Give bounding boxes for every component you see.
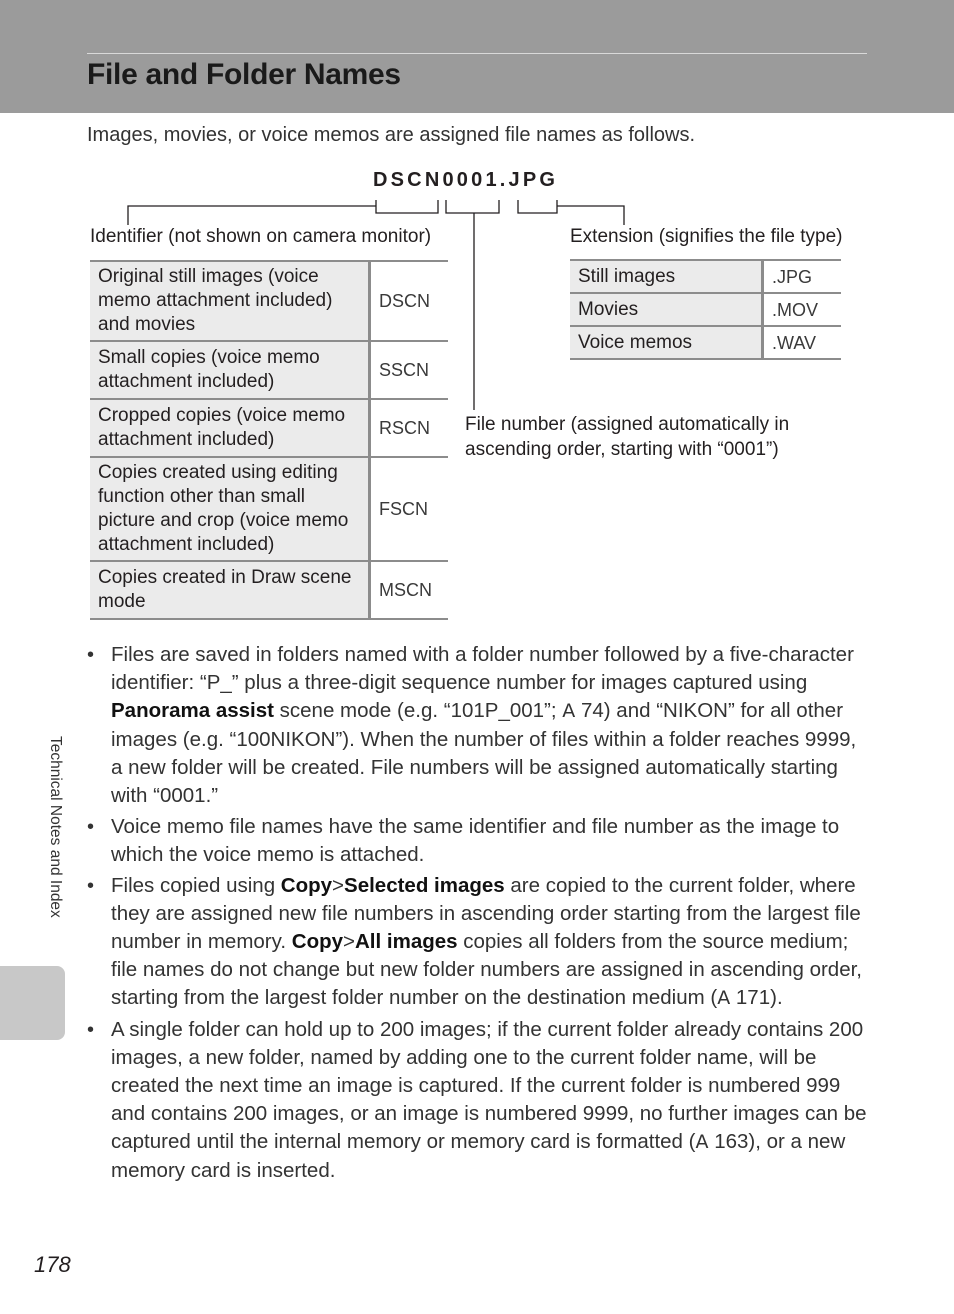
extension-leader (557, 206, 624, 225)
section-side-tab (0, 966, 65, 1040)
identifier-code: DSCN (370, 261, 449, 341)
table-row (90, 341, 448, 399)
list-item (87, 872, 867, 1013)
page-reference-icon: 𝖠 (717, 988, 731, 1009)
note-text: ). (770, 986, 783, 1009)
identifier-code: RSCN (370, 399, 449, 457)
list-item (87, 1016, 867, 1185)
extension-table (570, 259, 841, 360)
intro-text: Images, movies, or voice memos are assigned file names as follows. (87, 124, 696, 146)
identifier-code: FSCN (370, 457, 449, 561)
notes-list (87, 641, 867, 1188)
table-row (90, 561, 448, 619)
note-text: ), or a new memory card is inserted. (111, 1130, 846, 1182)
menu-term: All images (355, 930, 458, 953)
identifier-code: MSCN (370, 561, 449, 619)
identifier-bracket (376, 200, 438, 213)
list-item (87, 641, 867, 810)
table-row (90, 399, 448, 457)
note-text: are copied to the current folder, where they are assigned new file numbers in ascending order starting from the largest file number in memory. (111, 874, 861, 953)
note-text: Files copied using (111, 874, 281, 897)
menu-term: Copy (291, 930, 344, 953)
page-reference-number: 74 (580, 699, 604, 722)
section-side-label: Technical Notes and Index (47, 736, 64, 918)
note-text: Voice memo file names have the same identifier and file number as the image to which the voice memo is attached. (111, 815, 840, 866)
table-row (90, 261, 448, 341)
bullet: • (87, 644, 95, 666)
page-reference-icon: 𝖠 (562, 701, 576, 722)
identifier-code: SSCN (370, 341, 449, 399)
bullet: • (87, 816, 95, 838)
extension-desc: Voice memos (570, 326, 763, 359)
extension-desc: Still images (570, 260, 763, 293)
menu-separator: > (332, 874, 345, 897)
identifier-desc: Cropped copies (voice memo attachment included) (90, 399, 370, 457)
menu-term: Selected images (344, 874, 505, 897)
page-title: File and Folder Names (87, 58, 401, 91)
list-item (87, 813, 867, 869)
file-number-label: File number (assigned automatically in ascending order, starting with “0001”) (465, 414, 790, 460)
extension-desc: Movies (570, 293, 763, 326)
identifier-table (90, 260, 448, 620)
note-text: Files are saved in folders named with a folder number followed by a five-character identifier: “P_” plus a three-digit sequence number for images captured using (111, 643, 854, 694)
table-row (90, 457, 448, 561)
table-row (570, 260, 841, 293)
identifier-desc: Original still images (voice memo attachment included) and movies (90, 261, 370, 341)
identifier-desc: Small copies (voice memo attachment included) (90, 341, 370, 399)
identifier-leader (128, 206, 376, 225)
extension-code: .JPG (763, 260, 842, 293)
note-text: scene mode (e.g. “101P_001”; (273, 699, 563, 722)
extension-code: .WAV (763, 326, 842, 359)
bullet: • (87, 875, 95, 897)
note-text: copies all folders from the source medium; file names do not change but new folder numbers are assigned in ascending order, starting from the largest folder number on the destination medium ( (111, 930, 863, 1009)
bullet: • (87, 1019, 95, 1041)
note-text: A single folder can hold up to 200 images; if the current folder already contains 200 images, a new folder, named by adding one to the current folder name, will be created the next time an image is captured. If the current folder is numbered 999 and contains 200 images, or an image is numbered 9999, no further images can be captured until the internal memory or memory card is formatted ( (111, 1018, 867, 1153)
file-number-bracket (446, 200, 499, 213)
menu-term: Copy (280, 874, 333, 897)
identifier-desc: Copies created using editing function other than small picture and crop (voice memo attachment included) (90, 457, 370, 561)
table-row (570, 293, 841, 326)
menu-separator: > (343, 930, 355, 953)
identifier-desc: Copies created in Draw scene mode (90, 561, 370, 619)
page-reference-number: 171 (735, 986, 771, 1009)
table-row (570, 326, 841, 359)
page-reference-number: 163 (714, 1130, 749, 1153)
menu-term: Panorama assist (111, 699, 274, 722)
note-text: ) and “NIKON” for all other images (e.g. “100NIKON”). When the number of files within a folder reaches 9999, a new folder will be created. File numbers will be assigned automatically starting with “0001.” (111, 699, 857, 807)
page-reference-icon: 𝖠 (695, 1132, 709, 1153)
example-filename: DSCN0001.JPG (373, 169, 559, 191)
page-number: 178 (34, 1252, 71, 1277)
identifier-label: Identifier (not shown on camera monitor) (90, 226, 432, 247)
extension-label: Extension (signifies the file type) (570, 226, 843, 247)
extension-code: .MOV (763, 293, 842, 326)
extension-bracket (518, 200, 557, 213)
